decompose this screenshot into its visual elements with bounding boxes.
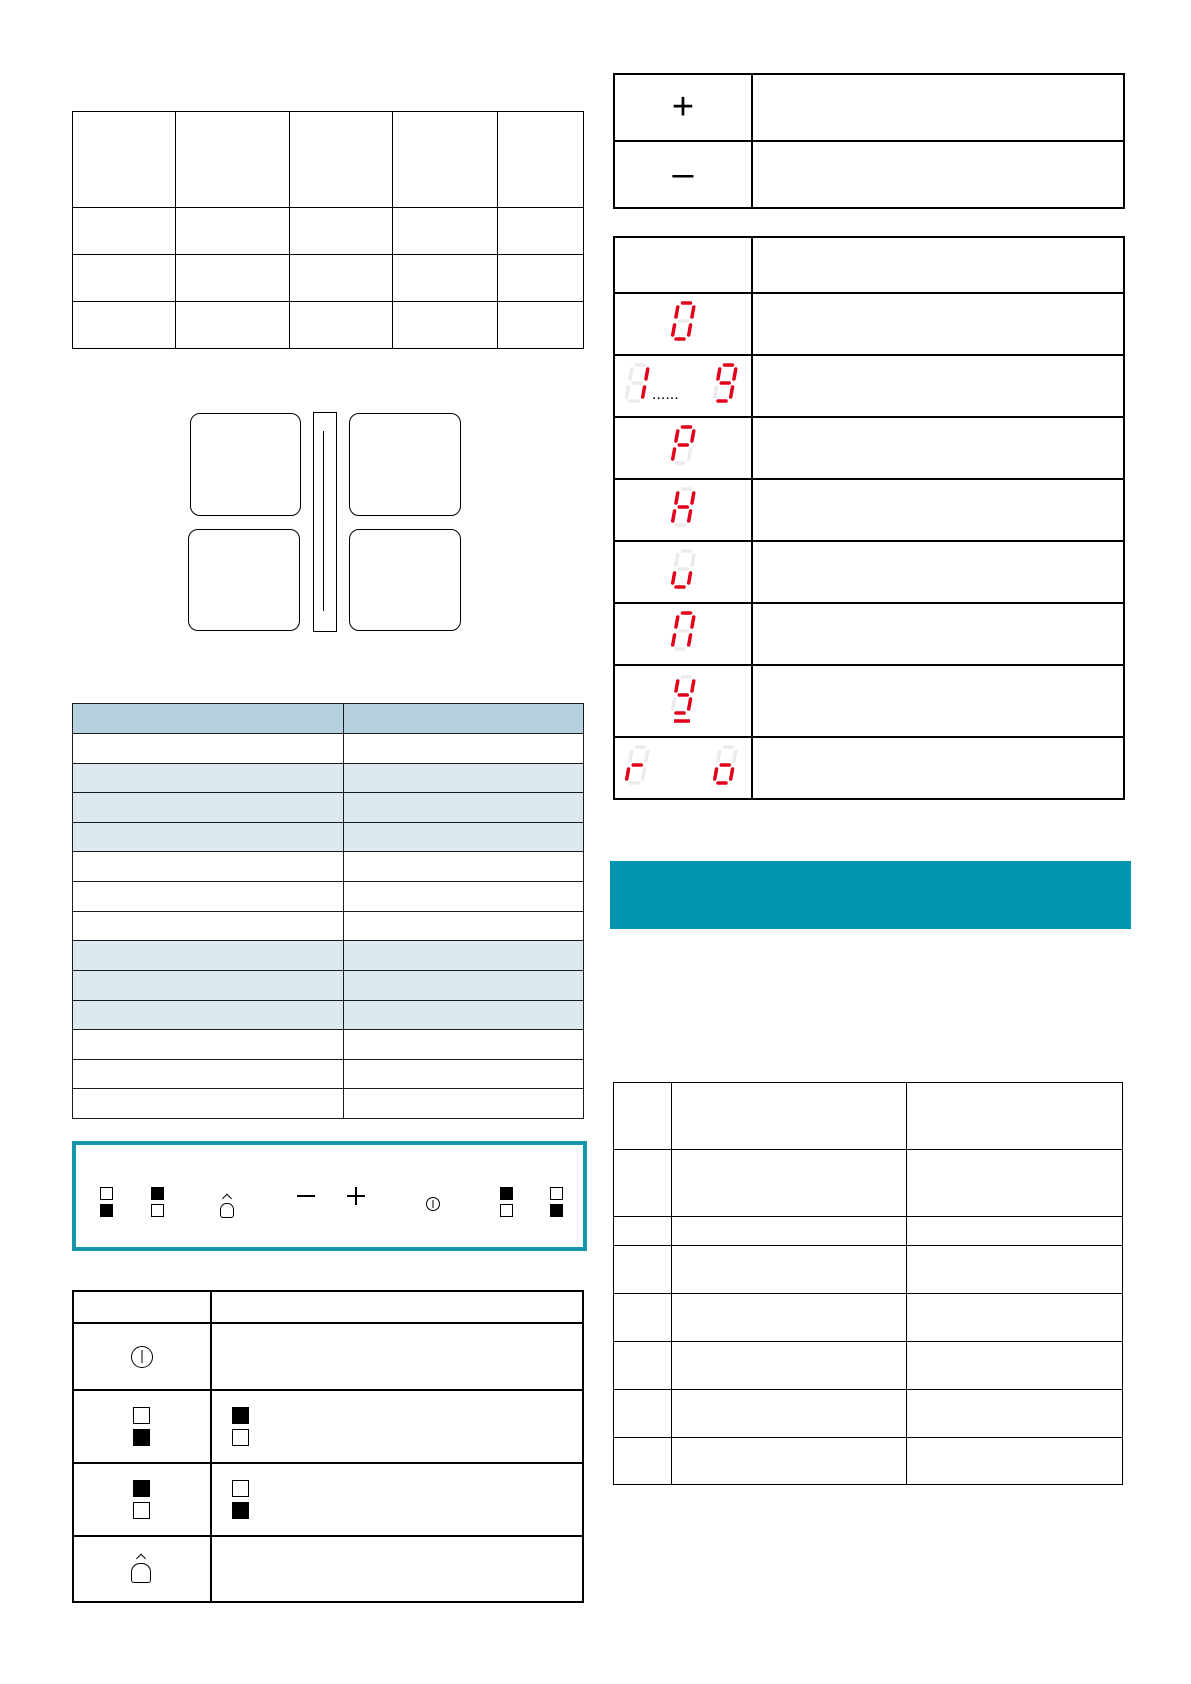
segment-lit [734, 369, 736, 379]
segment-ghost [718, 751, 720, 761]
zone-indicator-front-icon [232, 1502, 249, 1519]
legend-symbol-cell [73, 1463, 211, 1536]
segment-ghost [734, 751, 736, 761]
zone-table-cell [73, 823, 344, 852]
plus-icon-v [355, 1187, 357, 1205]
seg-display-y [653, 671, 713, 727]
power-icon[interactable] [426, 1197, 440, 1211]
segment-lit [731, 387, 733, 397]
cooking-cell [614, 1246, 672, 1294]
cooking-cell [672, 1390, 907, 1438]
zone-table-header-cell [344, 704, 584, 734]
zone-table-cell [344, 1089, 584, 1119]
spec-cell [176, 255, 290, 302]
cooking-cell [907, 1150, 1123, 1217]
zone-table-cell [73, 793, 344, 823]
display-description-cell [752, 479, 1124, 541]
zone-indicator-rear-icon [133, 1407, 150, 1424]
control-strip [313, 412, 337, 632]
spec-cell [73, 208, 176, 255]
seg-display-p [653, 421, 713, 471]
zone-table-cell [73, 764, 344, 793]
display-indication-table [613, 236, 1125, 800]
seg-display-h [653, 483, 713, 533]
cooking-zone-rear-left [190, 413, 301, 516]
zone-table-cell [344, 1060, 584, 1089]
cooking-cell [614, 1390, 672, 1438]
plus-symbol: + [614, 74, 752, 141]
zone-indicator-front-icon [500, 1204, 513, 1217]
zone-table [72, 703, 584, 1119]
display-description-cell [752, 737, 1124, 799]
display-cell [614, 355, 752, 417]
zone-table-cell [344, 823, 584, 852]
zone-table-header-cell [73, 704, 344, 734]
zone-indicator-front-icon [232, 1429, 249, 1446]
display-description-cell [752, 541, 1124, 603]
cooking-cell [614, 1294, 672, 1342]
segment-ghost [673, 699, 675, 709]
minus-button[interactable] [297, 1195, 315, 1200]
spec-cell [290, 112, 393, 208]
segment-ghost [689, 449, 691, 459]
zone-table-cell [73, 941, 344, 971]
display-description-cell [752, 355, 1124, 417]
segment-lit [692, 617, 694, 627]
control-panel [72, 1141, 587, 1251]
lock-icon[interactable] [220, 1203, 234, 1218]
segment-lit [692, 681, 694, 691]
zone-table-cell [344, 971, 584, 1001]
legend-symbol-cell [73, 1390, 211, 1463]
spec-cell [393, 112, 497, 208]
spec-cell [393, 208, 497, 255]
display-description-cell [752, 665, 1124, 737]
hob-diagram [180, 405, 480, 635]
segment-lit [676, 431, 678, 441]
zone-table-cell [73, 1001, 344, 1030]
seg-display-r-o [618, 741, 748, 791]
spec-cell [73, 302, 176, 349]
cooking-cell [907, 1217, 1123, 1246]
zone-table-cell [73, 1089, 344, 1119]
cooking-cell [672, 1083, 907, 1150]
segment-lit [692, 307, 694, 317]
section-header-banner [610, 861, 1131, 929]
specification-table [72, 111, 584, 349]
zone-table-cell [73, 734, 344, 764]
display-cell [614, 603, 752, 665]
cooking-cell [614, 1342, 672, 1390]
legend-symbol-cell [73, 1323, 211, 1390]
spec-cell [393, 302, 497, 349]
segment-lit [689, 325, 691, 335]
display-description-cell [752, 417, 1124, 479]
control-legend-table [72, 1290, 584, 1603]
zone-table-cell [73, 1060, 344, 1089]
spec-cell [497, 302, 583, 349]
segment-lit [689, 573, 691, 583]
cooking-zone-rear-right [349, 413, 461, 516]
cooking-cell [672, 1246, 907, 1294]
legend-description-cell [211, 1323, 583, 1390]
cooking-cell [614, 1217, 672, 1246]
cooking-cell [672, 1150, 907, 1217]
display-cell [614, 417, 752, 479]
display-cell [614, 479, 752, 541]
segment-lit [673, 573, 675, 583]
spec-cell [497, 255, 583, 302]
segment-lit [689, 635, 691, 645]
cooking-table [613, 1082, 1123, 1485]
cooking-zone-front-right [349, 529, 461, 631]
legend-description-cell [211, 1536, 583, 1602]
display-cell [614, 541, 752, 603]
zone-select-rear-right-button[interactable] [500, 1187, 516, 1221]
segment-lit [676, 493, 678, 503]
segment-ghost [715, 387, 717, 397]
legend-description-cell [211, 1463, 583, 1536]
segment-lit [643, 387, 645, 397]
segment-lit [673, 325, 675, 335]
zone-select-front-right-button[interactable] [550, 1187, 566, 1221]
segment-lit [731, 769, 733, 779]
zone-table-cell [73, 912, 344, 941]
display-header-description [752, 237, 1124, 293]
zone-select-rear-left-button[interactable] [151, 1187, 167, 1221]
segment-lit [673, 449, 675, 459]
cooking-zone-front-left [188, 529, 300, 631]
legend-header-description [211, 1291, 583, 1323]
display-cell [614, 665, 752, 737]
cooking-cell [672, 1438, 907, 1485]
segment-lit [676, 681, 678, 691]
cooking-cell [907, 1294, 1123, 1342]
zone-indicator-rear-icon [500, 1187, 513, 1200]
cooking-cell [907, 1083, 1123, 1150]
seg-display-1-9 [618, 359, 748, 409]
cooking-cell [614, 1438, 672, 1485]
cooking-cell [672, 1217, 907, 1246]
zone-table-cell [344, 912, 584, 941]
zone-table-cell [344, 1001, 584, 1030]
zone-table-cell [344, 852, 584, 882]
spec-cell [73, 255, 176, 302]
zone-indicator-front-icon [550, 1204, 563, 1217]
seg-display-0 [653, 297, 713, 347]
spec-cell [497, 208, 583, 255]
segment-ghost [630, 369, 632, 379]
cooking-cell [907, 1390, 1123, 1438]
zone-indicator-rear-icon [550, 1187, 563, 1200]
spec-cell [497, 112, 583, 208]
cooking-cell [614, 1150, 672, 1217]
legend-header-symbol [73, 1291, 211, 1323]
cooking-cell [614, 1083, 672, 1150]
zone-table-cell [344, 941, 584, 971]
plus-button[interactable] [347, 1187, 365, 1205]
cooking-cell [907, 1438, 1123, 1485]
spec-cell [393, 255, 497, 302]
segment-lit [646, 369, 648, 379]
spec-cell [290, 208, 393, 255]
segment-lit [676, 617, 678, 627]
plus-minus-table [613, 73, 1125, 209]
spec-cell [176, 112, 290, 208]
spec-cell [176, 208, 290, 255]
display-cell [614, 737, 752, 799]
segment-lit [627, 769, 629, 779]
zone-indicator-front-icon [151, 1204, 164, 1217]
zone-table-cell [73, 1030, 344, 1060]
display-header-cell [614, 237, 752, 293]
zone-indicator-rear-icon [100, 1187, 113, 1200]
segment-lit [689, 511, 691, 521]
zone-indicator-rear-icon [151, 1187, 164, 1200]
segment-lit [676, 307, 678, 317]
zone-indicator-rear-icon [232, 1480, 249, 1497]
minus-symbol: – [614, 141, 752, 208]
zone-indicator-rear-icon [232, 1407, 249, 1424]
zone-table-cell [73, 971, 344, 1001]
segment-lit [692, 431, 694, 441]
zone-indicator-front-icon [100, 1204, 113, 1217]
zone-select-front-left-button[interactable] [100, 1187, 116, 1221]
segment-ghost [646, 751, 648, 761]
segment-lit [673, 511, 675, 521]
zone-table-cell [73, 852, 344, 882]
cooking-cell [672, 1294, 907, 1342]
zone-table-cell [344, 882, 584, 912]
seg-display-n [653, 607, 713, 657]
spec-cell [176, 302, 290, 349]
control-strip-line [323, 431, 324, 611]
display-cell [614, 293, 752, 355]
legend-symbol-cell [73, 1536, 211, 1602]
zone-indicator-front-icon [133, 1429, 150, 1446]
zone-indicator-front-icon [133, 1502, 150, 1519]
lock-icon [131, 1563, 151, 1583]
segment-lit [718, 369, 720, 379]
segment-ghost [643, 769, 645, 779]
zone-table-cell [73, 882, 344, 912]
segment-lit [689, 699, 691, 709]
zone-indicator-rear-icon [133, 1480, 150, 1497]
display-description-cell [752, 603, 1124, 665]
spec-cell [290, 255, 393, 302]
zone-table-cell [344, 1030, 584, 1060]
segment-ghost [692, 555, 694, 565]
segment-ghost [627, 387, 629, 397]
segment-ghost [630, 751, 632, 761]
cooking-cell [672, 1342, 907, 1390]
plus-description-cell [752, 74, 1124, 141]
display-description-cell [752, 293, 1124, 355]
range-separator: ...... [652, 385, 679, 403]
power-icon [131, 1346, 153, 1368]
spec-cell [290, 302, 393, 349]
legend-description-cell [211, 1390, 583, 1463]
segment-ghost [676, 555, 678, 565]
seg-display-u [653, 545, 713, 595]
zone-table-cell [344, 793, 584, 823]
zone-table-cell [344, 764, 584, 793]
minus-description-cell [752, 141, 1124, 208]
segment-lit [692, 493, 694, 503]
cooking-cell [907, 1342, 1123, 1390]
zone-table-cell [344, 734, 584, 764]
segment-lit [673, 635, 675, 645]
cooking-cell [907, 1246, 1123, 1294]
spec-cell [73, 112, 176, 208]
segment-lit [715, 769, 717, 779]
